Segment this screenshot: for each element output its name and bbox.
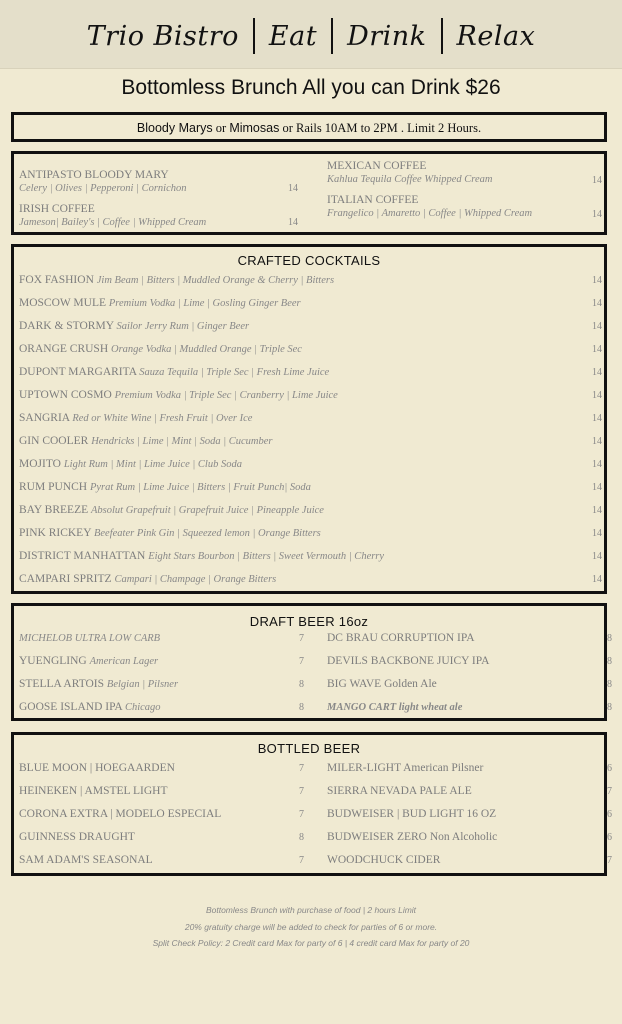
brand-eat: Eat: [268, 20, 318, 52]
item-desc: American Lager: [89, 656, 159, 667]
item-desc: Absolut Grapefruit | Grapefruit Juice | Pineapple Juice: [91, 505, 324, 516]
item-price: 14: [592, 175, 602, 186]
item-name: BUDWEISER | BUD LIGHT 16 OZ: [327, 808, 497, 820]
item-desc: Beefeater Pink Gin | Squeezed lemon | Orange Bitters: [93, 528, 321, 539]
item-desc: Red or White Wine | Fresh Fruit | Over Ice: [72, 413, 253, 424]
item-name: BLUE MOON | HOEGAARDEN: [19, 762, 175, 774]
menu-item: [19, 632, 160, 644]
item-name: GOOSE ISLAND IPA: [19, 701, 123, 713]
menu-item: [19, 655, 158, 667]
item-desc: Frangelico | Amaretto | Coffee | Whipped Cream: [327, 208, 533, 219]
item-price: 14: [592, 482, 602, 493]
menu-item: [19, 854, 153, 866]
item-price: 7: [299, 786, 304, 797]
item-price: 6: [607, 763, 612, 774]
item-desc: Hendricks | Lime | Mint | Soda | Cucumber: [91, 436, 273, 447]
menu-item: [19, 762, 175, 774]
menu-item: [327, 831, 497, 843]
item-desc: Eight Stars Bourbon | Bitters | Sweet Vermouth | Cherry: [148, 551, 385, 562]
menu-header: [0, 0, 622, 69]
section-title-draft: DRAFT BEER 16oz: [249, 614, 369, 629]
item-name: YUENGLING: [19, 655, 87, 667]
item-price: 8: [299, 702, 304, 713]
bottled-box: [11, 732, 612, 876]
promo-box: [11, 112, 607, 142]
item-price: 8: [607, 702, 612, 713]
menu-item: [19, 808, 221, 820]
brand-name: Trio Bistro: [86, 20, 239, 52]
menu-item: [327, 655, 489, 667]
item-price: 7: [299, 855, 304, 866]
item-desc: Orange Vodka | Muddled Orange | Triple Sec: [111, 344, 302, 355]
item-name: MOJITO: [19, 458, 61, 470]
item-price: 14: [592, 298, 602, 309]
menu-item: [327, 854, 440, 866]
special-item: [19, 169, 187, 194]
item-name: UPTOWN COSMO: [19, 389, 112, 401]
item-desc: Jameson| Bailey's | Coffee | Whipped Cream: [19, 217, 207, 228]
page-title: Bottomless Brunch All you can Drink $26: [121, 76, 501, 99]
item-name: GIN COOLER: [19, 435, 89, 447]
item-price: 7: [299, 633, 304, 644]
item-desc: MANGO CART light wheat ale: [327, 702, 463, 713]
item-name: DARK & STORMY: [19, 320, 114, 332]
brand-drink: Drink: [347, 20, 427, 52]
item-name: MEXICAN COFFEE: [327, 160, 427, 172]
item-desc: Premium Vodka | Triple Sec | Cranberry | Lime Juice: [114, 390, 338, 401]
brand-bar: [0, 10, 622, 62]
item-price: 8: [607, 633, 612, 644]
item-price: 14: [592, 574, 602, 585]
menu-item: [19, 389, 338, 401]
menu-item: [19, 481, 311, 493]
menu-item: [327, 632, 475, 644]
item-name: PINK RICKEY: [19, 527, 94, 539]
item-name: CORONA EXTRA | MODELO ESPECIAL: [19, 808, 222, 820]
item-desc: Sailor Jerry Rum | Ginger Beer: [116, 321, 250, 332]
item-name: STELLA ARTOIS: [19, 678, 105, 690]
item-name: GUINNESS DRAUGHT: [19, 831, 135, 843]
special-item: [19, 203, 206, 228]
item-name: DC BRAU CORRUPTION IPA: [327, 632, 475, 644]
promo-text: [14, 121, 604, 136]
menu-item: [327, 785, 472, 797]
menu-item: [19, 504, 324, 516]
item-price: 14: [592, 528, 602, 539]
item-price: 14: [592, 390, 602, 401]
item-name: BIG WAVE Golden Ale: [327, 678, 437, 690]
item-price: 14: [592, 436, 602, 447]
specials-box: [11, 151, 607, 235]
item-price: 7: [299, 809, 304, 820]
menu-item: [327, 678, 437, 690]
menu-item: [19, 458, 242, 470]
item-desc: Light Rum | Mint | Lime Juice | Club Soda: [63, 459, 242, 470]
item-name: RUM PUNCH: [19, 481, 88, 493]
item-name: WOODCHUCK CIDER: [327, 854, 441, 866]
item-price: 14: [592, 551, 602, 562]
item-desc: Belgian | Pilsner: [106, 679, 179, 690]
footer-line-split-check: Split Check Policy: 2 Credit card Max for party of 6 | 4 credit card Max for party of 20: [152, 938, 470, 948]
item-price: 6: [607, 832, 612, 843]
item-price: 7: [607, 786, 612, 797]
item-price: 8: [607, 679, 612, 690]
item-name: HEINEKEN | AMSTEL LIGHT: [19, 785, 168, 797]
draft-box: [11, 603, 612, 721]
menu-item: [327, 701, 462, 713]
item-name: SIERRA NEVADA PALE ALE: [327, 785, 472, 797]
item-price: 8: [299, 679, 304, 690]
item-desc: Premium Vodka | Lime | Gosling Ginger Beer: [108, 298, 301, 309]
item-price: 14: [288, 183, 298, 194]
item-name: IRISH COFFEE: [19, 203, 95, 215]
item-desc: Sauza Tequila | Triple Sec | Fresh Lime Juice: [139, 367, 330, 378]
item-price: 7: [299, 656, 304, 667]
menu-item: [19, 527, 321, 539]
item-name: BAY BREEZE: [19, 504, 89, 516]
menu-item: [19, 831, 135, 843]
item-desc: Campari | Champage | Orange Bitters: [114, 574, 277, 585]
section-title-bottled: BOTTLED BEER: [257, 741, 361, 756]
item-price: 14: [592, 459, 602, 470]
menu-item: [19, 366, 329, 378]
item-desc: Celery | Olives | Pepperoni | Cornichon: [19, 183, 187, 194]
item-price: 7: [607, 855, 612, 866]
item-name: BUDWEISER ZERO Non Alcoholic: [327, 831, 498, 843]
item-name: MOSCOW MULE: [19, 297, 107, 309]
item-name: SANGRIA: [19, 412, 70, 424]
item-price: 14: [592, 275, 602, 286]
menu-item: [19, 412, 252, 424]
special-item: [327, 160, 492, 185]
item-price: 14: [592, 413, 602, 424]
item-name: SAM ADAM'S SEASONAL: [19, 854, 153, 866]
menu-item: [19, 678, 178, 690]
promo-mimosas: Mimosas: [229, 121, 280, 135]
item-price: 14: [592, 344, 602, 355]
menu-item: [19, 573, 276, 585]
item-name: FOX FASHION: [19, 274, 94, 286]
item-name: ITALIAN COFFEE: [327, 194, 419, 206]
item-price: 14: [288, 217, 298, 228]
menu-item: [19, 701, 161, 713]
item-desc: Kahlua Tequila Coffee Whipped Cream: [327, 174, 493, 185]
footer-line-brunch: Bottomless Brunch with purchase of food | 2 hours Limit: [205, 905, 417, 915]
menu-item: [19, 297, 301, 309]
menu-item: [19, 785, 167, 797]
item-price: 14: [592, 209, 602, 220]
item-name: CAMPARI SPRITZ: [19, 573, 112, 585]
item-name: DISTRICT MANHATTAN: [19, 550, 149, 562]
item-desc: Pyrat Rum | Lime Juice | Bitters | Fruit Punch| Soda: [89, 482, 311, 493]
item-name: DUPONT MARGARITA: [19, 366, 137, 378]
promo-or: or: [212, 121, 230, 135]
item-name: ORANGE CRUSH: [19, 343, 109, 355]
footer-line-gratuity: 20% gratuity charge will be added to check for parties of 6 or more.: [184, 922, 438, 932]
promo-rails: or Rails 10AM to 2PM . Limit 2 Hours.: [279, 121, 482, 135]
promo-bloody-marys: Bloody Marys: [136, 121, 213, 135]
item-name: DEVILS BACKBONE JUICY IPA: [327, 655, 490, 667]
item-price: 8: [607, 656, 612, 667]
item-name: MILER-LIGHT American Pilsner: [327, 762, 484, 774]
item-price: 14: [592, 321, 602, 332]
brand-relax: Relax: [456, 20, 536, 52]
item-price: 14: [592, 505, 602, 516]
menu-item: [19, 320, 249, 332]
item-price: 7: [299, 763, 304, 774]
item-price: 14: [592, 367, 602, 378]
menu-item: [19, 274, 334, 286]
item-price: 6: [607, 809, 612, 820]
menu-item: [327, 762, 483, 774]
menu-item: [19, 435, 272, 447]
menu-item: [19, 550, 384, 562]
item-desc: Jim Beam | Bitters | Muddled Orange & Cherry | Bitters: [96, 275, 335, 286]
item-desc: Chicago: [124, 702, 161, 713]
item-desc: MICHELOB ULTRA LOW CARB: [19, 633, 161, 644]
menu-item: [327, 808, 496, 820]
cocktails-box: [11, 244, 607, 594]
item-price: 8: [299, 832, 304, 843]
item-name: ANTIPASTO BLOODY MARY: [19, 169, 169, 181]
section-title-cocktails: CRAFTED COCKTAILS: [237, 253, 381, 268]
menu-item: [19, 343, 302, 355]
special-item: [327, 194, 532, 219]
